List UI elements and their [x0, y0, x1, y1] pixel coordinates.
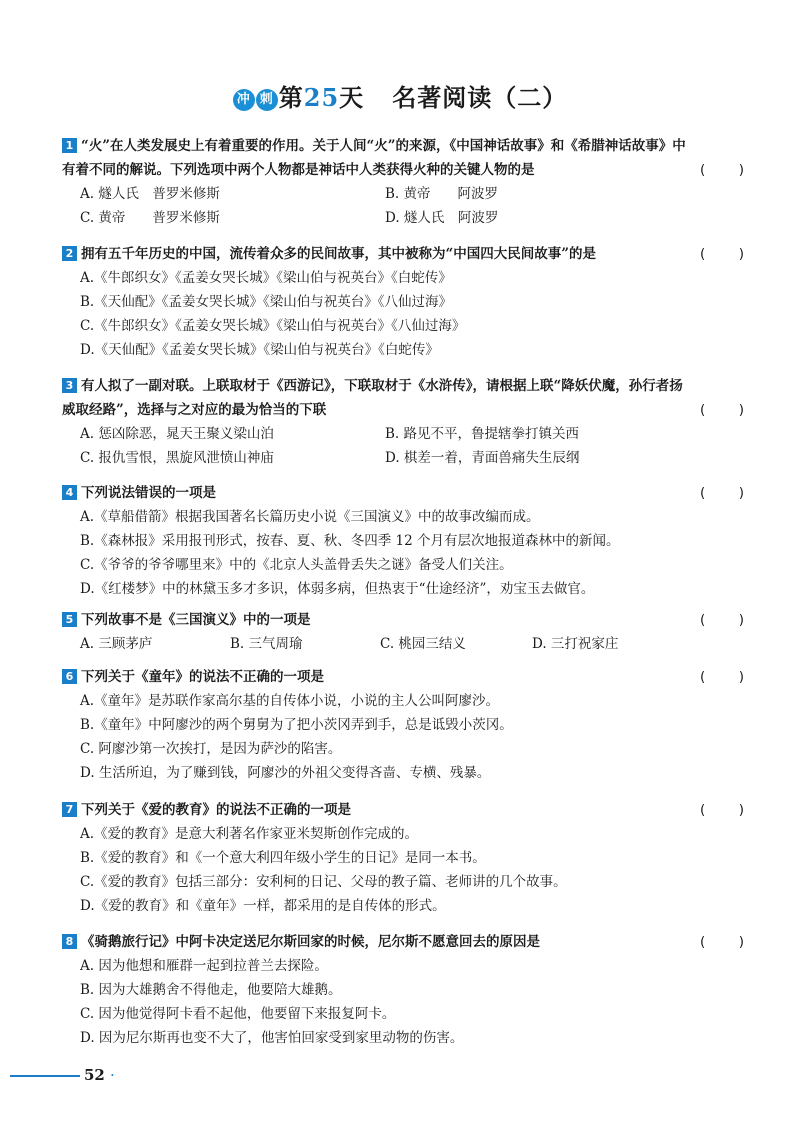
option-c: C. 桃园三结义	[380, 636, 466, 652]
question-number: 3	[62, 378, 77, 393]
option-d: D.《爱的教育》和《童年》一样，都采用的是自传体的形式。	[80, 898, 446, 914]
option-a: A. 惩凶除恶，晁天王聚义梁山泊	[80, 426, 274, 442]
option-a: A. 因为他想和雁群一起到拉普兰去探险。	[80, 958, 328, 974]
option-a: A. 三顾茅庐	[80, 636, 153, 652]
question-8	[62, 930, 752, 1050]
answer-blank[interactable]: ( )	[700, 246, 744, 262]
page-number: 52	[84, 1066, 105, 1084]
option-c: C.《爷爷的爷爷哪里来》中的《北京人头盖骨丢失之谜》备受人们关注。	[80, 557, 513, 573]
option-a: A.《草船借箭》根据我国著名长篇历史小说《三国演义》中的故事改编而成。	[80, 509, 540, 525]
option-b: B.《爱的教育》和《一个意大利四年级小学生的日记》是同一本书。	[80, 850, 486, 866]
option-c: C.《牛郎织女》《孟姜女哭长城》《梁山伯与祝英台》《八仙过海》	[80, 318, 466, 334]
option-a: A.《爱的教育》是意大利著名作家亚米契斯创作完成的。	[80, 826, 419, 842]
option-c: C. 阿廖沙第一次挨打，是因为萨沙的陷害。	[80, 741, 342, 757]
option-c: C. 黄帝 普罗米修斯	[80, 210, 220, 226]
badge-chong: 冲	[233, 89, 255, 111]
option-b: B. 三气周瑜	[230, 636, 303, 652]
question-number: 5	[62, 612, 77, 627]
question-4	[62, 481, 752, 601]
option-b: B. 因为大雄鹅舍不得他走，他要陪大雄鹅。	[80, 982, 342, 998]
option-a: A.《牛郎织女》《孟姜女哭长城》《梁山伯与祝英台》《白蛇传》	[80, 270, 452, 286]
option-a: A. 燧人氏 普罗米修斯	[80, 186, 220, 202]
option-b: B. 路见不平，鲁提辖拳打镇关西	[385, 426, 580, 442]
question-stem: 《骑鹅旅行记》中阿卡决定送尼尔斯回家的时候，尼尔斯不愿意回去的原因是	[81, 934, 540, 950]
question-stem: “火”在人类发展史上有着重要的作用。关于人间“火”的来源，《中国神话故事》和《希腊神话故事》中有着不同的解说。下列选项中两个人物都是神话中人类获得火种的关键人物的是	[62, 138, 686, 178]
option-c: C. 报仇雪恨，黑旋风泄愤山神庙	[80, 450, 274, 466]
question-number: 7	[62, 802, 77, 817]
title-topic: 名著阅读（二）	[392, 84, 568, 112]
question-number: 8	[62, 934, 77, 949]
option-d: D. 三打祝家庄	[532, 636, 619, 652]
option-d: D.《天仙配》《孟姜女哭长城》《梁山伯与祝英台》《白蛇传》	[80, 342, 439, 358]
question-number: 4	[62, 485, 77, 500]
option-c: C.《爱的教育》包括三部分：安利柯的日记、父母的教子篇、老师讲的几个故事。	[80, 874, 567, 890]
option-b: B.《森林报》采用报刊形式，按春、夏、秋、冬四季 12 个月有层次地报道森林中的新闻。	[80, 533, 620, 549]
title-suffix: 天	[339, 84, 365, 112]
option-b: B. 黄帝 阿波罗	[385, 186, 499, 202]
badge-ci: 刺	[256, 89, 278, 111]
question-number: 1	[62, 138, 77, 153]
option-d: D.《红楼梦》中的林黛玉多才多识，体弱多病，但热衷于“仕途经济”，劝宝玉去做官。	[80, 581, 595, 597]
page-footer	[0, 1064, 140, 1090]
question-stem: 拥有五千年历史的中国，流传着众多的民间故事，其中被称为“中国四大民间故事”的是	[81, 246, 597, 262]
option-b: B.《童年》中阿廖沙的两个舅舅为了把小茨冈弄到手，总是诋毁小茨冈。	[80, 717, 513, 733]
answer-blank[interactable]: ( )	[700, 934, 744, 950]
question-5	[62, 608, 752, 656]
question-stem: 下列关于《童年》的说法不正确的一项是	[81, 669, 324, 685]
title-prefix: 第	[278, 84, 304, 112]
answer-blank[interactable]: ( )	[700, 612, 744, 628]
question-stem: 下列故事不是《三国演义》中的一项是	[81, 612, 311, 628]
footer-rule	[10, 1075, 80, 1077]
question-7	[62, 798, 752, 918]
question-6	[62, 665, 752, 785]
answer-blank[interactable]: ( )	[700, 162, 744, 178]
option-b: B.《天仙配》《孟姜女哭长城》《梁山伯与祝英台》《八仙过海》	[80, 294, 452, 310]
option-d: D. 棋差一着，青面兽痛失生辰纲	[385, 450, 580, 466]
title-day: 25	[303, 83, 340, 112]
option-d: D. 生活所迫，为了赚到钱，阿廖沙的外祖父变得吝啬、专横、残暴。	[80, 765, 491, 781]
question-number: 2	[62, 246, 77, 261]
question-number: 6	[62, 669, 77, 684]
option-c: C. 因为他觉得阿卡看不起他，他要留下来报复阿卡。	[80, 1006, 396, 1022]
answer-blank[interactable]: ( )	[700, 485, 744, 501]
question-stem: 下列关于《爱的教育》的说法不正确的一项是	[81, 802, 351, 818]
question-stem: 有人拟了一副对联。上联取材于《西游记》，下联取材于《水浒传》，请根据上联“降妖伏魔，孙行者扬威取经路”，选择与之对应的最为恰当的下联	[62, 378, 683, 418]
page-title	[0, 78, 800, 113]
option-d: D. 因为尼尔斯再也变不大了，他害怕回家受到家里动物的伤害。	[80, 1030, 464, 1046]
question-1	[62, 134, 752, 230]
answer-blank[interactable]: ( )	[700, 402, 744, 418]
option-d: D. 燧人氏 阿波罗	[385, 210, 499, 226]
question-3	[62, 374, 752, 470]
answer-blank[interactable]: ( )	[700, 802, 744, 818]
option-a: A.《童年》是苏联作家高尔基的自传体小说，小说的主人公叫阿廖沙。	[80, 693, 500, 709]
answer-blank[interactable]: ( )	[700, 669, 744, 685]
question-stem: 下列说法错误的一项是	[81, 485, 216, 501]
footer-dot: ·	[110, 1066, 115, 1084]
question-2	[62, 242, 752, 362]
